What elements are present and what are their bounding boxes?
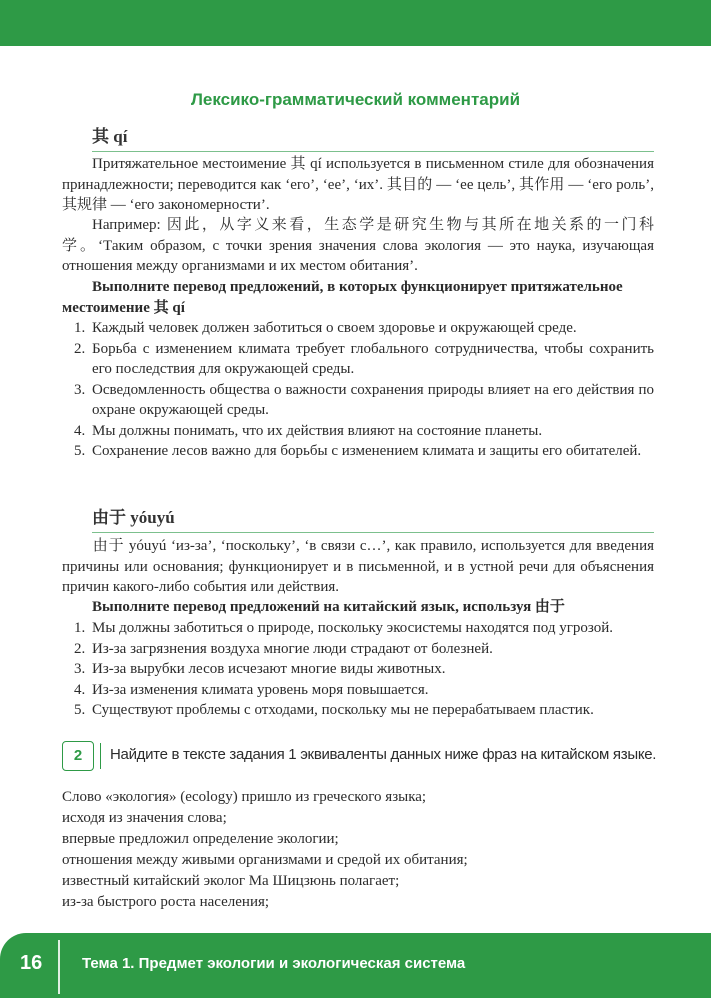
youyu-exercise-heading: Выполните перевод предложений на китайский язык, используя 由于 [92,599,565,615]
list-item: впервые предложил определение экологии; [62,831,339,847]
item-text: Существуют проблемы с отходами, поскольку мы не перерабатываем пластик. [92,702,594,718]
list-item [62,618,654,639]
top-color-band [0,0,711,46]
item-number: 1. [74,320,86,336]
section-title: Лексико-грамматический комментарий [190,90,521,109]
qi-example-paragraph [62,215,654,277]
footer-divider [58,940,60,994]
item-number: 1. [74,620,86,636]
qi-explanation-text: Притяжательное местоимение 其 qí используется в письменном стиле для обозначения принадлежности; переводится как ‘его’, ‘ее’, ‘их’. 其目的 — ‘ее цель’, 其作用 — ‘его роль’, 其规律 — ‘его закономерности’. [62,156,654,213]
phrase-list [62,787,662,913]
footer-title: Тема 1. Предмет экологии и экологическая система [82,955,466,972]
youyu-exercise-list [62,618,654,721]
item-number: 2. [74,340,86,357]
youyu-explanation-text: 由于 yóuyú ‘из-за’, ‘поскольку’, ‘в связи с…’, как правило, используется для введения причины или основания; функционирует и в письменной, и в устной речи для объяснения причин какого-либо события или действия. [62,538,654,595]
item-text: Мы должны понимать, что их действия влияют на состояние планеты. [92,422,543,439]
qi-exercise-heading: Выполните перевод предложений, в которых функционирует притяжательное местоимение 其 qí [62,279,623,316]
list-item: исходя из значения слова; [62,810,227,826]
list-item [62,680,654,701]
list-item [62,380,654,421]
list-item [62,318,654,339]
term-heading-qi: 其 qí [92,122,654,152]
list-item [62,639,654,660]
item-text: Сохранение лесов важно для борьбы с изменением климата и защиты его обитателей. [92,443,642,459]
item-number: 4. [74,422,86,439]
task-divider [100,743,101,769]
list-item [62,700,654,721]
item-number: 3. [74,381,86,398]
item-text: Каждый человек должен заботиться о своем здоровье и окружающей среде. [92,320,577,336]
item-number: 5. [74,443,86,459]
qi-example-text: Например: 因此，从字义来看，生态学是研究生物与其所在地关系的一门科学。‘Таким образом, с точки зрения значения слова экология — это наука, изучающая отношения между организмами и их местом обитания’. [62,217,654,274]
list-item: Слово «экология» (ecology) пришло из греческого языка; [62,789,427,805]
youyu-explanation-paragraph [62,536,654,598]
item-text: Из-за загрязнения воздуха многие люди страдают от болезней. [92,640,493,657]
term-heading-youyu: 由于 yóuyú [92,503,654,533]
item-text: Осведомленность общества о важности сохранения природы влияет на его действия по охране окружающей среды. [92,381,654,418]
page-number: 16 [20,952,43,974]
item-number: 5. [74,702,86,718]
item-number: 2. [74,640,86,657]
task-2-header [62,741,662,771]
item-number: 3. [74,661,86,677]
item-text: Борьба с изменением климата требует глобального сотрудничества, чтобы сохранить его последствия для окружающей среды. [92,340,654,377]
item-text: Из-за изменения климата уровень моря повышается. [92,681,429,698]
qi-explanation-paragraph [62,154,654,216]
item-text: Мы должны заботиться о природе, поскольку экосистемы находятся под угрозой. [92,620,614,636]
item-number: 4. [74,681,86,698]
list-item [62,339,654,380]
list-item [62,659,654,680]
list-item: отношения между живыми организмами и средой их обитания; [62,852,468,868]
task-instruction: Найдите в тексте задания 1 эквиваленты данных ниже фраз на китайском языке. [110,746,657,763]
item-text: Из-за вырубки лесов исчезают многие виды животных. [92,661,446,677]
qi-exercise-list [62,318,654,462]
list-item [62,421,654,442]
task-number-badge: 2 [62,741,94,771]
list-item [62,441,654,462]
list-item: из-за быстрого роста населения; [62,894,270,910]
list-item: известный китайский эколог Ма Шицзюнь полагает; [62,873,400,889]
